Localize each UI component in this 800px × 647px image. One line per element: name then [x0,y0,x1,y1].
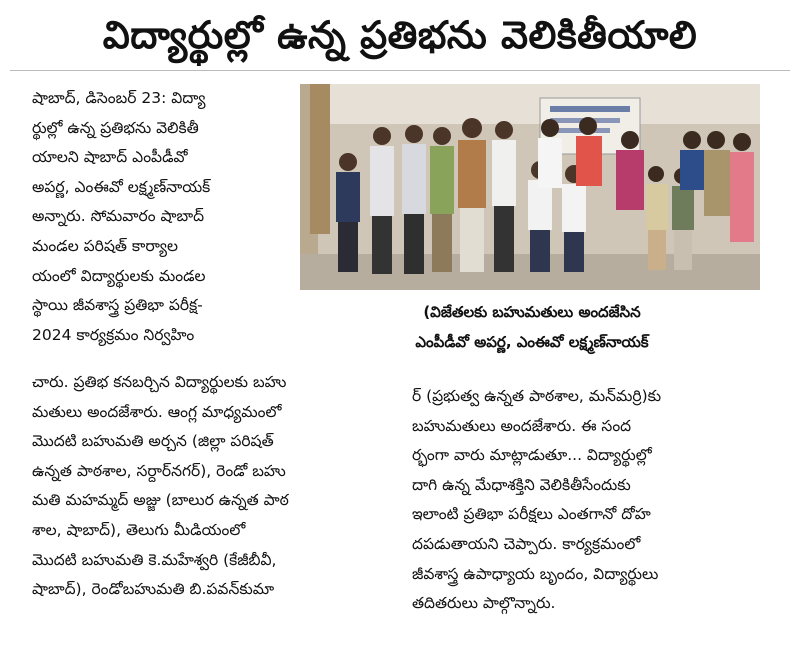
article-line: షాబాద్), రెండోబహుమతి బి.పవన్‌కుమా [32,580,275,599]
article-line: మతులు అందజేశారు. ఆంగ్ల మాధ్యమంలో [32,402,282,421]
article-line: ఇలాంటి ప్రతిభా పరీక్షలు ఎంతగానో దోహ [412,505,651,524]
article-line: ర్థుల్లో ఉన్న ప్రతిభను వెలికితీ [32,118,199,137]
photo-caption-line: (విజేతలకు బహుమతులు అందజేసిన [423,303,641,321]
article-line: దపడుతాయని చెప్పారు. కార్యక్రమంలో [412,534,641,553]
article-line: అన్నారు. సోమవారం షాబాద్ [32,207,205,226]
article-photo [300,84,760,290]
article-line: తదితరులు పాల్గొన్నారు. [412,594,556,613]
article-line: ర్భంగా వారు మాట్లాడుతూ... విద్యార్థుల్లో [412,446,652,465]
article-line: మండల పరిషత్ కార్యాల [32,236,178,255]
article-line: మొదటి బహుమతి అర్చన (జిల్లా పరిషత్ [32,432,274,451]
article-line: యంలో విద్యార్థులకు మండల [32,266,206,285]
article-line: స్థాయి జీవశాస్త్ర ప్రతిభా పరీక్ష- [32,296,203,315]
article-column-left-top [32,84,292,350]
article-line: మతి మహమ్మద్ అజ్జు (బాలుర ఉన్నత పాఠ [32,491,289,510]
article-line: శాల, షాబాద్), తెలుగు మీడియంలో [32,520,246,539]
article-line: ర్ (ప్రభుత్వ ఉన్నత పాఠశాల, మన్‌మర్రి)కు [412,387,662,405]
photo-caption [372,297,692,357]
article-line: షాబాద్, డిసెంబర్ 23: విద్యా [32,89,206,107]
article-line: అపర్ణ, ఎంఈవో లక్ష్మణ్‌నాయక్ [32,177,211,196]
article-line: ఉన్నత పాఠశాల, సర్దార్‌నగర్), రెండో బహు [32,461,286,480]
article-line: యాలని షాబాద్ ఎంపీడీవో [32,148,188,167]
photo-caption-line: ఎంపీడీవో అపర్ణ, ఎంఈవో లక్ష్మణ్‌నాయక్ [415,333,649,351]
article-line: మొదటి బహుమతి కె.మహేశ్వరి (కేజీబీవీ, [32,550,277,569]
article-line: బహుమతులు అందజేశారు. ఈ సంద [412,416,632,435]
article-line: 2024 కార్యక్రమం నిర్వహిం [32,325,195,344]
article-line: చారు. ప్రతిభ కనబర్చిన విద్యార్థులకు బహు [32,373,287,391]
article-line: జీవశాస్త్ర ఉపాధ్యాయ బృందం, విద్యార్థులు [412,564,659,583]
article-line: దాగి ఉన్న మేధాశక్తిని వెలికితీసేందుకు [412,475,631,494]
headline-divider [10,70,790,71]
article-column-right-bottom [412,382,760,619]
article-headline: విద్యార్థుల్లో ఉన్న ప్రతిభను వెలికితీయాలి [102,13,698,57]
article-column-left-bottom [32,368,390,605]
